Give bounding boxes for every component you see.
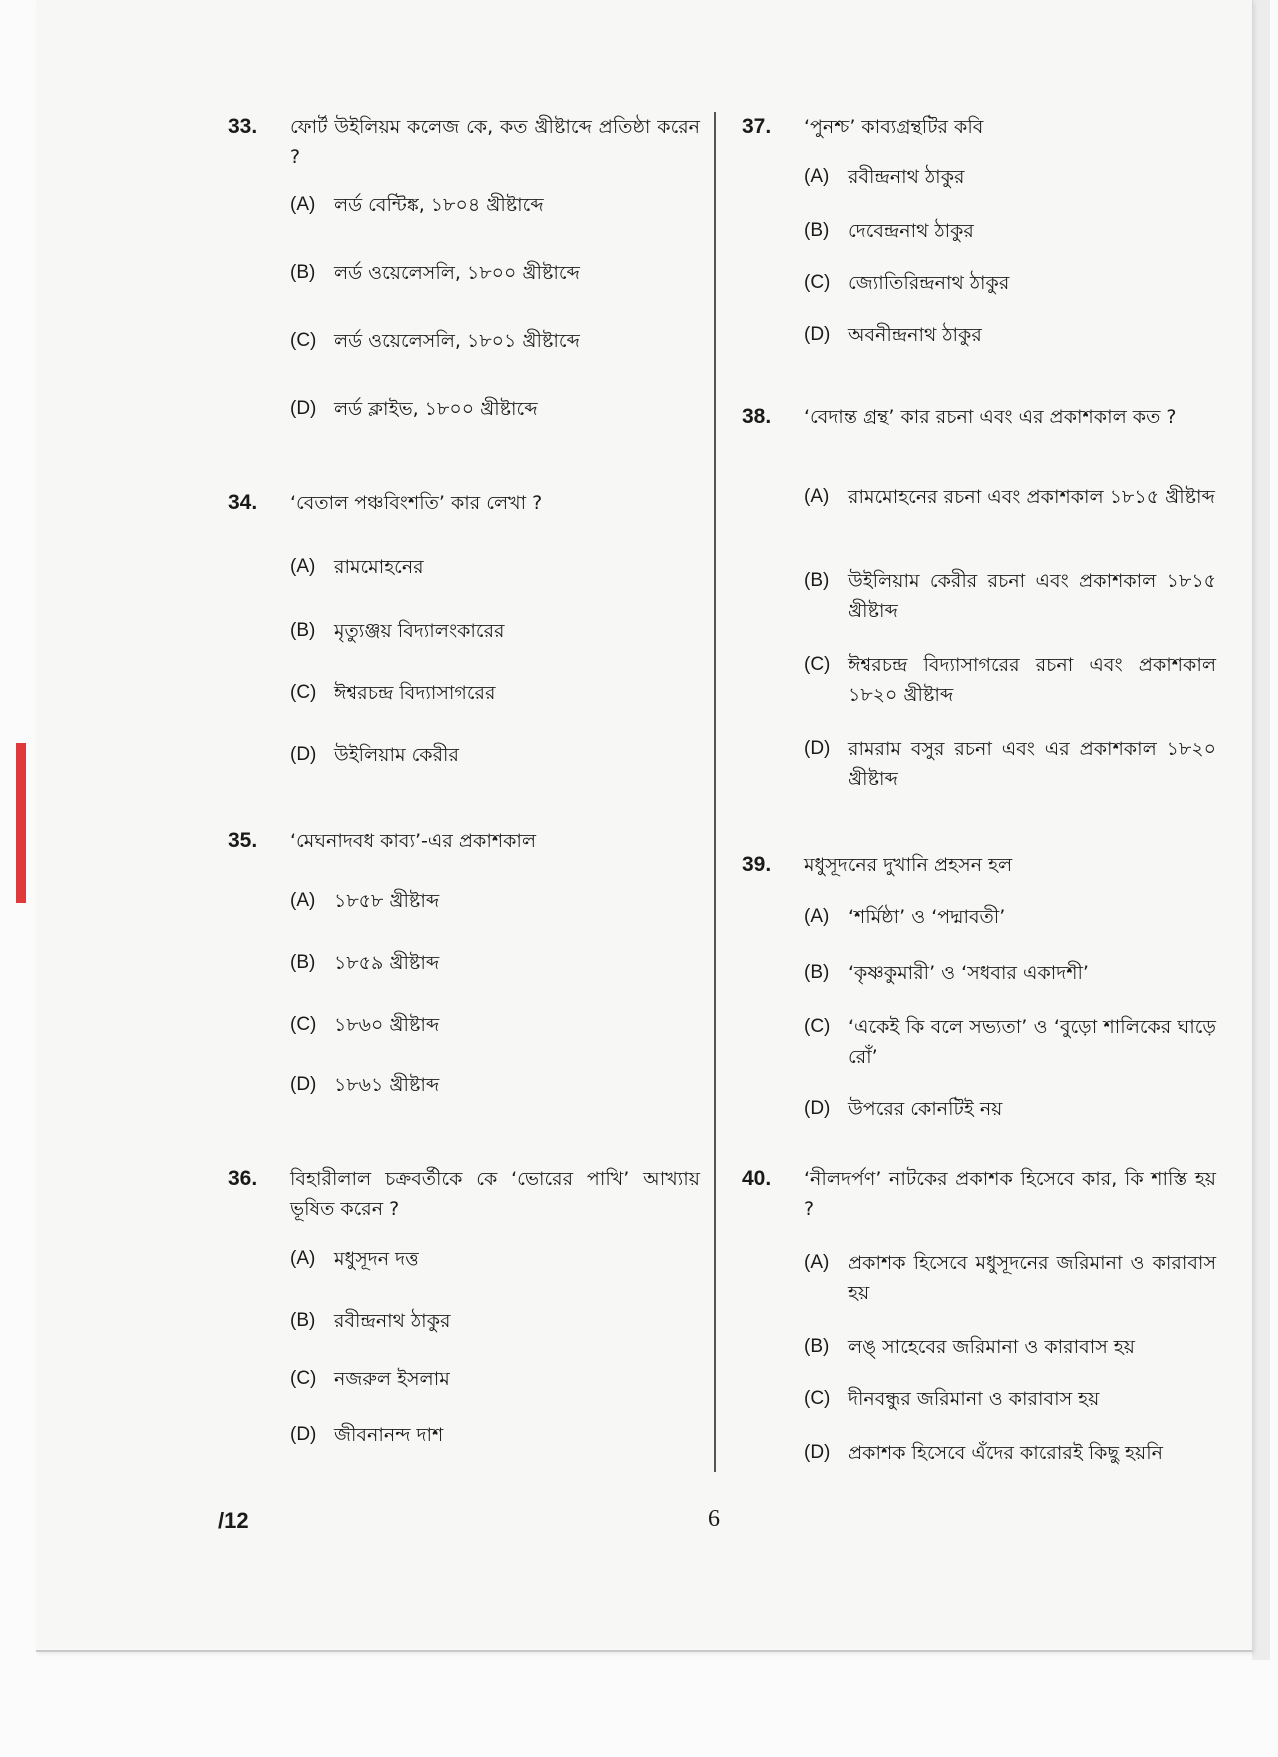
option-a[interactable] [290,1244,700,1274]
question-number: 35. [228,829,258,852]
paper-code: /12 [218,1508,249,1533]
option-text: রবীন্দ্রনাথ ঠাকুর [334,1310,451,1332]
option-text: রবীন্দ্রনাথ ঠাকুর [848,166,965,188]
question-34 [228,488,700,766]
option-text: জীবনানন্দ দাশ [334,1424,444,1446]
question-37 [742,112,1216,346]
option-text: ১৮৫৮ খ্রীষ্টাব্দ [334,890,440,912]
option-text: ১৮৫৯ খ্রীষ্টাব্দ [334,952,440,974]
option-label: (D) [290,1074,317,1095]
option-label: (A) [804,486,830,507]
option-d[interactable] [804,1438,1216,1468]
question-text: ‘বেদান্ত গ্রন্থ’ কার রচনা এবং এর প্রকাশকাল কত ? [804,406,1177,428]
option-c[interactable] [804,268,1216,298]
option-label: (A) [290,556,316,577]
question-number: 40. [742,1167,772,1190]
option-label: (D) [290,1424,317,1445]
option-d[interactable] [290,1070,700,1100]
option-c[interactable] [804,1384,1216,1414]
option-c[interactable] [290,1364,700,1394]
question-39 [742,850,1216,1120]
option-label: (C) [290,682,317,703]
option-a[interactable] [290,190,700,220]
question-text: মধুসূদনের দুখানি প্রহসন হল [804,854,1013,876]
option-text: ঈশ্বরচন্দ্র বিদ্যাসাগরের রচনা এবং প্রকাশকাল ১৮২০ খ্রীষ্টাব্দ [848,654,1216,706]
option-label: (D) [804,1098,831,1119]
option-d[interactable] [804,1094,1216,1124]
option-label: (B) [290,1310,316,1331]
option-text: লঙ্ সাহেবের জরিমানা ও কারাবাস হয় [848,1336,1135,1358]
question-text: ‘মেঘনাদবধ কাব্য’-এর প্রকাশকাল [290,830,537,852]
option-label: (D) [804,1442,831,1463]
option-label: (B) [804,570,830,591]
option-label: (B) [290,262,316,283]
option-text: ‘একেই কি বলে সভ্যতা’ ও ‘বুড়ো শালিকের ঘাড়ে রোঁ’ [848,1016,1216,1068]
option-label: (A) [290,1248,316,1269]
option-c[interactable] [290,326,700,356]
option-text: প্রকাশক হিসেবে মধুসূদনের জরিমানা ও কারাবাস হয় [848,1252,1216,1304]
option-text: রামরাম বসুর রচনা এবং এর প্রকাশকাল ১৮২০ খ্রীষ্টাব্দ [848,738,1216,790]
option-text: মৃত্যুঞ্জয় বিদ্যালংকারের [334,620,505,642]
option-label: (D) [290,744,317,765]
option-label: (C) [804,654,831,675]
question-36 [228,1164,700,1446]
option-label: (C) [290,1368,317,1389]
question-33 [228,112,700,420]
question-number: 36. [228,1167,258,1190]
option-text: রামমোহনের রচনা এবং প্রকাশকাল ১৮১৫ খ্রীষ্টাব্দ [848,486,1215,508]
option-label: (B) [804,962,830,983]
page-number: 6 [708,1506,720,1532]
question-35 [228,826,700,1096]
option-label: (D) [290,398,317,419]
option-label: (B) [290,620,316,641]
option-text: অবনীন্দ্রনাথ ঠাকুর [848,324,982,346]
option-d[interactable] [804,320,1216,350]
option-label: (A) [804,906,830,927]
option-a[interactable] [804,162,1216,192]
option-a[interactable] [804,1248,1216,1308]
option-c[interactable] [804,1012,1216,1072]
option-a[interactable] [804,902,1216,932]
option-d[interactable] [290,1420,700,1450]
option-label: (C) [290,330,317,351]
option-label: (A) [804,166,830,187]
question-text: বিহারীলাল চক্রবর্তীকে কে ‘ভোরের পাখি’ আখ্যায় ভূষিত করেন ? [290,1168,700,1220]
option-label: (C) [804,272,831,293]
option-label: (B) [290,952,316,973]
option-text: উইলিয়াম কেরীর রচনা এবং প্রকাশকাল ১৮১৫ খ্রীষ্টাব্দ [848,570,1216,622]
column-divider [714,112,716,1472]
option-text: উইলিয়াম কেরীর [334,744,459,766]
question-number: 39. [742,853,772,876]
option-a[interactable] [290,552,700,582]
question-38 [742,402,1216,790]
option-a[interactable] [804,482,1216,512]
option-b[interactable] [290,258,700,288]
option-label: (A) [290,194,316,215]
option-text: নজরুল ইসলাম [334,1368,450,1390]
question-text: ফোর্ট উইলিয়ম কলেজ কে, কত খ্রীষ্টাব্দে প্রতিষ্ঠা করেন ? [290,116,700,168]
option-b[interactable] [804,958,1216,988]
question-number: 37. [742,115,772,138]
option-b[interactable] [290,948,700,978]
option-text: মধুসূদন দত্ত [334,1248,419,1270]
question-number: 38. [742,405,772,428]
option-b[interactable] [804,566,1216,626]
option-text: জ্যোতিরিন্দ্রনাথ ঠাকুর [848,272,1010,294]
option-label: (D) [804,324,831,345]
option-b[interactable] [290,1306,700,1336]
option-text: লর্ড ওয়েলেসলি, ১৮০০ খ্রীষ্টাব্দে [334,262,580,284]
option-d[interactable] [290,394,700,424]
option-text: ‘শর্মিষ্ঠা’ ও ‘পদ্মাবতী’ [848,906,1006,928]
option-c[interactable] [290,678,700,708]
option-b[interactable] [290,616,700,646]
option-label: (D) [804,738,831,759]
option-a[interactable] [290,886,700,916]
option-label: (C) [804,1016,831,1037]
question-number: 34. [228,491,258,514]
option-text: উপরের কোনটিই নয় [848,1098,1003,1120]
option-d[interactable] [290,740,700,770]
option-label: (A) [290,890,316,911]
option-c[interactable] [804,650,1216,710]
question-text: ‘নীলদর্পণ’ নাটকের প্রকাশক হিসেবে কার, কি শাস্তি হয় ? [804,1168,1216,1220]
option-b[interactable] [804,216,1216,246]
option-text: ১৮৬০ খ্রীষ্টাব্দ [334,1014,440,1036]
option-label: (B) [804,220,830,241]
option-text: দীনবন্ধুর জরিমানা ও কারাবাস হয় [848,1388,1100,1410]
option-d[interactable] [804,734,1216,794]
option-text: ঈশ্বরচন্দ্র বিদ্যাসাগরের [334,682,496,704]
question-number: 33. [228,115,258,138]
option-text: দেবেন্দ্রনাথ ঠাকুর [848,220,974,242]
question-text: ‘পুনশ্চ’ কাব্যগ্রন্থটির কবি [804,116,984,138]
option-text: রামমোহনের [334,556,424,578]
option-c[interactable] [290,1010,700,1040]
option-text: ১৮৬১ খ্রীষ্টাব্দ [334,1074,440,1096]
option-label: (C) [290,1014,317,1035]
option-text: লর্ড ক্লাইভ, ১৮০০ খ্রীষ্টাব্দে [334,398,538,420]
option-text: ‘কৃষ্ণকুমারী’ ও ‘সধবার একাদশী’ [848,962,1089,984]
option-text: লর্ড ওয়েলেসলি, ১৮০১ খ্রীষ্টাব্দে [334,330,580,352]
option-b[interactable] [804,1332,1216,1362]
option-text: লর্ড বেন্টিঙ্ক, ১৮০৪ খ্রীষ্টাব্দে [334,194,544,216]
option-text: প্রকাশক হিসেবে এঁদের কারোরই কিছু হয়নি [848,1442,1163,1464]
question-40 [742,1164,1216,1464]
option-label: (B) [804,1336,830,1357]
option-label: (C) [804,1388,831,1409]
question-text: ‘বেতাল পঞ্চবিংশতি’ কার লেখা ? [290,492,543,514]
paper-edge [1252,0,1270,1660]
option-label: (A) [804,1252,830,1273]
binding-marker [16,743,26,903]
